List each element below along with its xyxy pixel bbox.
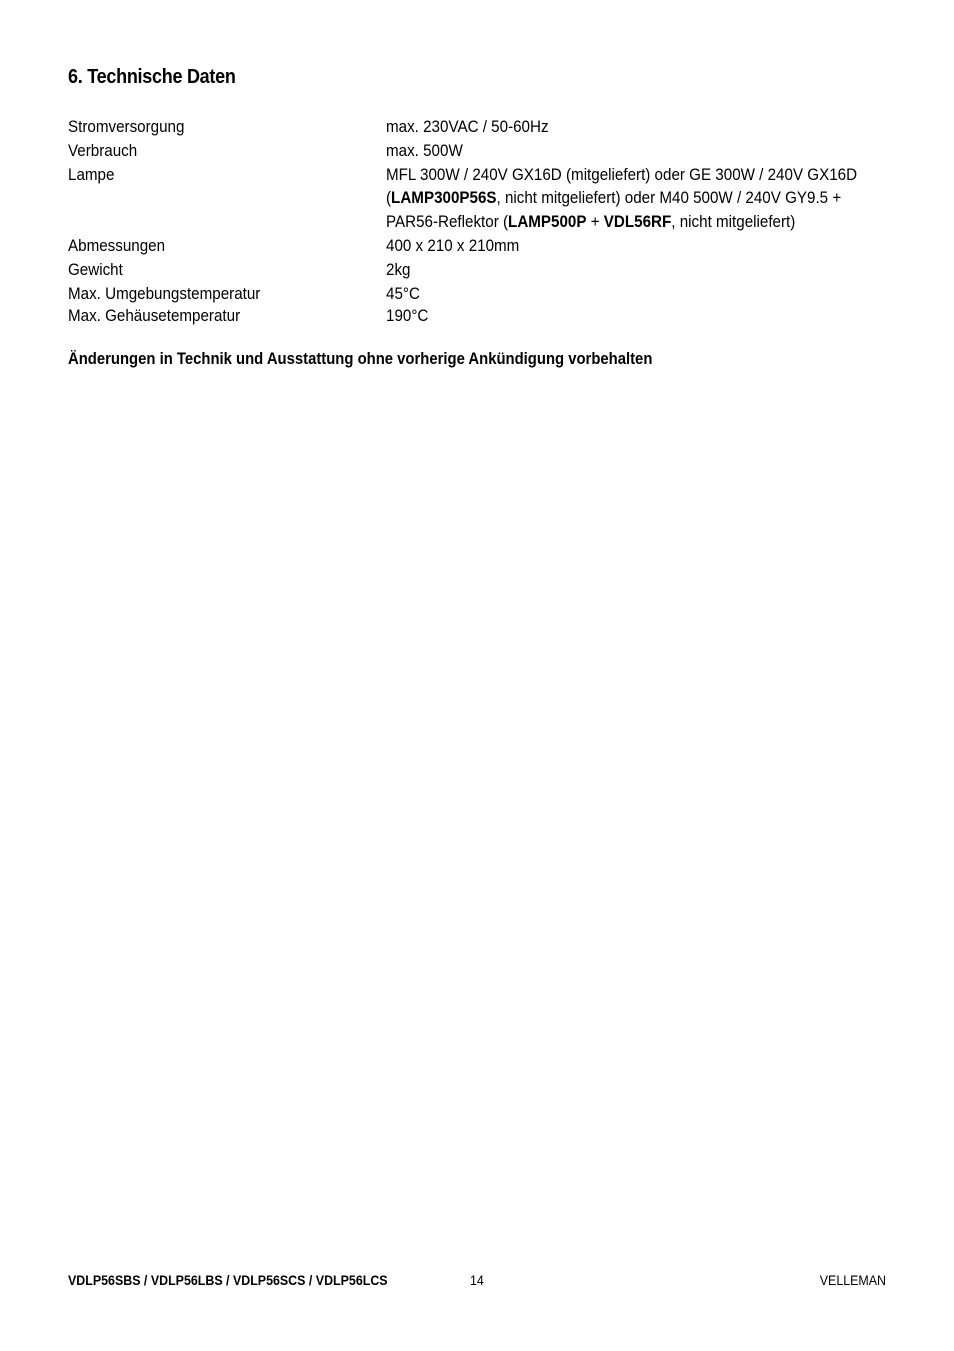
- spec-value: [386, 116, 898, 140]
- lamp-line-3-start: PAR56-Reflektor (: [386, 213, 509, 232]
- section-title: Technische Daten: [87, 66, 236, 88]
- spec-row-lamp: [68, 164, 898, 235]
- lamp-line-1: MFL 300W / 240V GX16D (mitgeliefert) oder GE 300W / 240V GX16D: [386, 165, 858, 184]
- lamp-line-2-open: (: [386, 189, 392, 208]
- lamp-line-2-rest: , nicht mitgeliefert) oder M40 500W / 240V GY9.5 +: [496, 189, 842, 208]
- change-notice: Änderungen in Technik und Ausstattung ohne vorherige Ankündigung vorbehalten: [68, 350, 653, 368]
- spec-label: Verbrauch: [68, 141, 138, 160]
- spec-value-text: 2kg: [386, 260, 411, 279]
- lamp-line-3-rest: , nicht mitgeliefert): [671, 213, 796, 232]
- section-number: 6.: [68, 66, 83, 88]
- lamp-model-lamp500p: LAMP500P: [508, 213, 587, 232]
- section-heading: [68, 66, 236, 89]
- spec-row-consumption: [68, 140, 898, 164]
- spec-value: [386, 305, 898, 327]
- spec-row-dimensions: [68, 235, 898, 259]
- spec-label: Abmessungen: [68, 236, 166, 255]
- spec-label: Stromversorgung: [68, 118, 185, 136]
- reflector-model-vdl56rf: VDL56RF: [603, 213, 672, 232]
- page-footer: [68, 1273, 886, 1293]
- spec-value: [386, 235, 898, 259]
- lamp-line-2: [386, 187, 857, 211]
- spec-value: [386, 259, 898, 283]
- spec-label: Max. Gehäusetemperatur: [68, 306, 241, 325]
- spec-value: [386, 140, 898, 164]
- spec-label: Max. Umgebungstemperatur: [68, 284, 261, 303]
- spec-value-text: 400 x 210 x 210mm: [386, 236, 520, 255]
- spec-row-weight: [68, 259, 898, 283]
- lamp-line-3-plus: +: [586, 213, 604, 232]
- spec-label: Gewicht: [68, 260, 123, 279]
- spec-value-text: max. 230VAC / 50-60Hz: [386, 118, 549, 136]
- spec-row-power: [68, 116, 898, 140]
- lamp-model-lamp300p56s: LAMP300P56S: [391, 189, 497, 208]
- spec-value-text: max. 500W: [386, 141, 463, 160]
- footer-page-number: 14: [470, 1273, 484, 1288]
- spec-table: [68, 116, 898, 327]
- spec-label: Lampe: [68, 165, 115, 184]
- spec-row-max-ambient-temp: [68, 283, 898, 305]
- spec-value: [386, 283, 898, 305]
- lamp-line-3: [386, 211, 857, 235]
- spec-row-max-housing-temp: [68, 305, 898, 327]
- spec-value-text: 45°C: [386, 284, 420, 303]
- spec-value: [386, 164, 898, 235]
- spec-value-text: 190°C: [386, 306, 429, 325]
- footer-brand: VELLEMAN: [819, 1273, 886, 1288]
- footer-model-numbers: VDLP56SBS / VDLP56LBS / VDLP56SCS / VDLP56LCS: [68, 1273, 388, 1288]
